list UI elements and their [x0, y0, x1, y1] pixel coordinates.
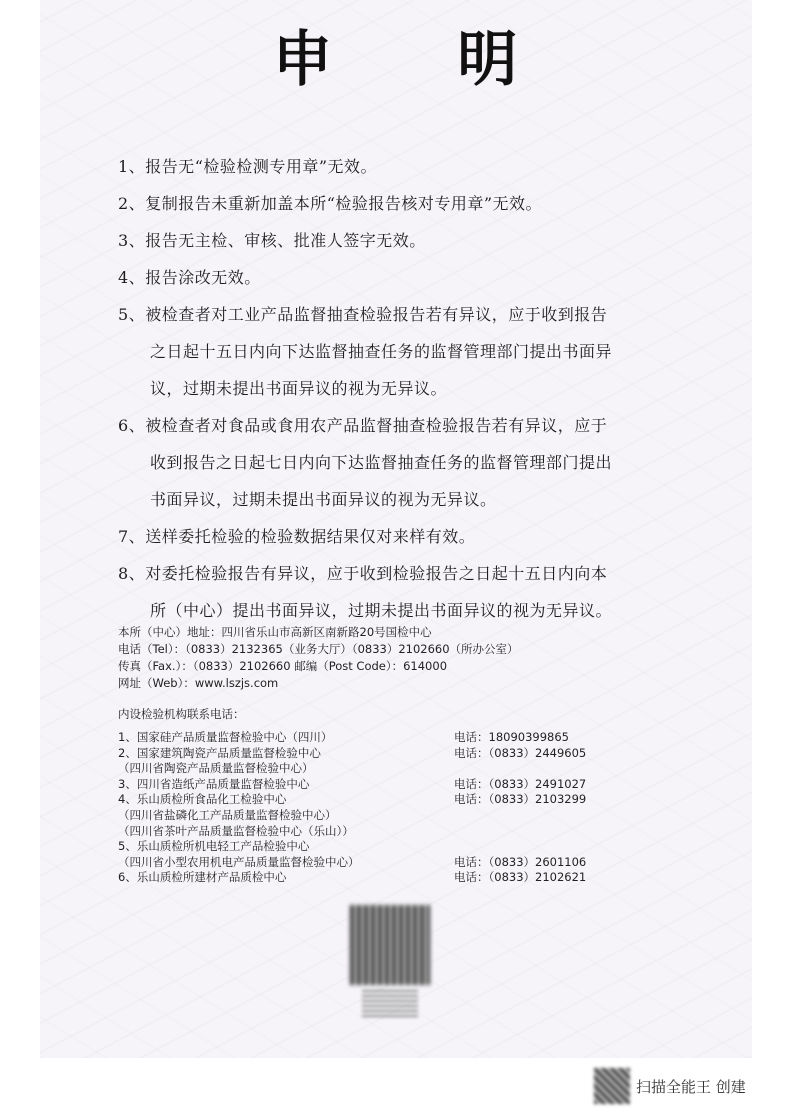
statement-item: [118, 555, 678, 592]
page-title: 申 明: [272, 25, 570, 95]
institution-row: [118, 855, 658, 871]
statement-item: [118, 259, 678, 296]
institution-phone: 电话：（0833）2491027: [454, 776, 587, 791]
statement-item-continuation: [118, 444, 678, 481]
institution-phone: 电话：18090399865: [454, 730, 569, 744]
statement-item-continuation: [118, 481, 678, 518]
item-text: 复制报告未重新加盖本所“检验报告核对专用章”无效。: [145, 194, 543, 213]
qr-code-image: [350, 905, 430, 985]
institution-row: [118, 808, 658, 824]
institutions-list: [118, 730, 658, 886]
item-text: 被检查者对工业产品监督抽查检验报告若有异议，应于收到报告: [145, 305, 608, 324]
institution-name: 3、四川省造纸产品质量监督检验中心: [118, 776, 310, 791]
institution-name: 5、乐山质检所机电轻工产品检验中心: [118, 839, 310, 854]
institution-name: 4、乐山质检所食品化工检验中心: [118, 792, 287, 807]
qr-caption-blurred: [362, 990, 418, 1020]
item-number: 4、: [118, 268, 146, 287]
statement-item: [118, 148, 678, 185]
tel-line: 电话（Tel）：（0833）2132365（业务大厅）（0833）2102660（所办公室）: [118, 642, 519, 656]
item-number: 2、: [118, 194, 146, 213]
fax-line: 传真（Fax.）：（0833）2102660 邮编（Post Code）：614000: [118, 659, 448, 673]
item-text: 收到报告之日起七日内向下达监督抽查任务的监督管理部门提出: [150, 453, 613, 472]
contact-block: [118, 624, 519, 692]
institution-row: [118, 824, 658, 840]
statement-item: [118, 518, 678, 555]
statement-item: [118, 407, 678, 444]
institution-row: [118, 730, 658, 746]
institution-name: （四川省盐磷化工产品质量监督检验中心）: [118, 807, 337, 822]
item-text: 之日起十五日内向下达监督抽查任务的监督管理部门提出书面异: [150, 342, 613, 361]
address-line: 本所（中心）地址：四川省乐山市高新区南新路20号国检中心: [118, 625, 432, 639]
institution-phone: 电话：（0833）2449605: [454, 745, 587, 760]
institution-row: [118, 870, 658, 886]
institution-name: （四川省陶瓷产品质量监督检验中心）: [118, 761, 314, 776]
statement-item: [118, 222, 678, 259]
institution-phone: 电话：（0833）2102621: [454, 870, 587, 885]
institution-phone: 电话：（0833）2601106: [454, 854, 587, 869]
institution-row: [118, 746, 658, 762]
item-text: 被检查者对食品或食用农产品监督抽查检验报告若有异议，应于: [145, 416, 608, 435]
watermark-text: 扫描全能王 创建: [636, 1077, 746, 1096]
item-text: 送样委托检验的检验数据结果仅对来样有效。: [145, 527, 476, 546]
item-text: 议，过期未提出书面异议的视为无异议。: [150, 379, 448, 398]
institution-row: [118, 839, 658, 855]
item-text: 所（中心）提出书面异议，过期未提出书面异议的视为无异议。: [150, 601, 613, 620]
institution-phone: 电话：（0833）2103299: [454, 792, 587, 807]
statement-item-continuation: [118, 370, 678, 407]
item-text: 报告涂改无效。: [145, 268, 261, 287]
item-text: 书面异议，过期未提出书面异议的视为无异议。: [150, 490, 497, 509]
item-text: 报告无主检、审核、批准人签字无效。: [145, 231, 426, 250]
item-number: 6、: [118, 416, 146, 435]
institution-name: 2、国家建筑陶瓷产品质量监督检验中心: [118, 745, 321, 760]
statement-list: [118, 148, 678, 629]
institutions-heading: 内设检验机构联系电话：: [118, 707, 245, 721]
institution-row: [118, 792, 658, 808]
scanner-logo-icon: [594, 1068, 630, 1104]
statement-item: [118, 296, 678, 333]
item-number: 8、: [118, 564, 146, 583]
institution-name: （四川省茶叶产品质量监督检验中心（乐山））: [118, 823, 354, 838]
item-number: 3、: [118, 231, 146, 250]
item-number: 5、: [118, 305, 146, 324]
institution-name: 6、乐山质检所建材产品质检中心: [118, 870, 287, 885]
institution-row: [118, 761, 658, 777]
statement-item: [118, 185, 678, 222]
web-line: 网址（Web）：www.lszjs.com: [118, 676, 279, 690]
institution-name: 1、国家硅产品质量监督检验中心（四川）: [118, 730, 333, 744]
statement-item-continuation: [118, 333, 678, 370]
institution-row: [118, 777, 658, 793]
item-number: 7、: [118, 527, 146, 546]
institution-name: （四川省小型农用机电产品质量监督检验中心）: [118, 854, 360, 869]
scanner-watermark: [594, 1066, 746, 1106]
item-text: 对委托检验报告有异议，应于收到检验报告之日起十五日内向本: [145, 564, 608, 583]
item-text: 报告无“检验检测专用章”无效。: [145, 157, 378, 176]
item-number: 1、: [118, 157, 146, 176]
